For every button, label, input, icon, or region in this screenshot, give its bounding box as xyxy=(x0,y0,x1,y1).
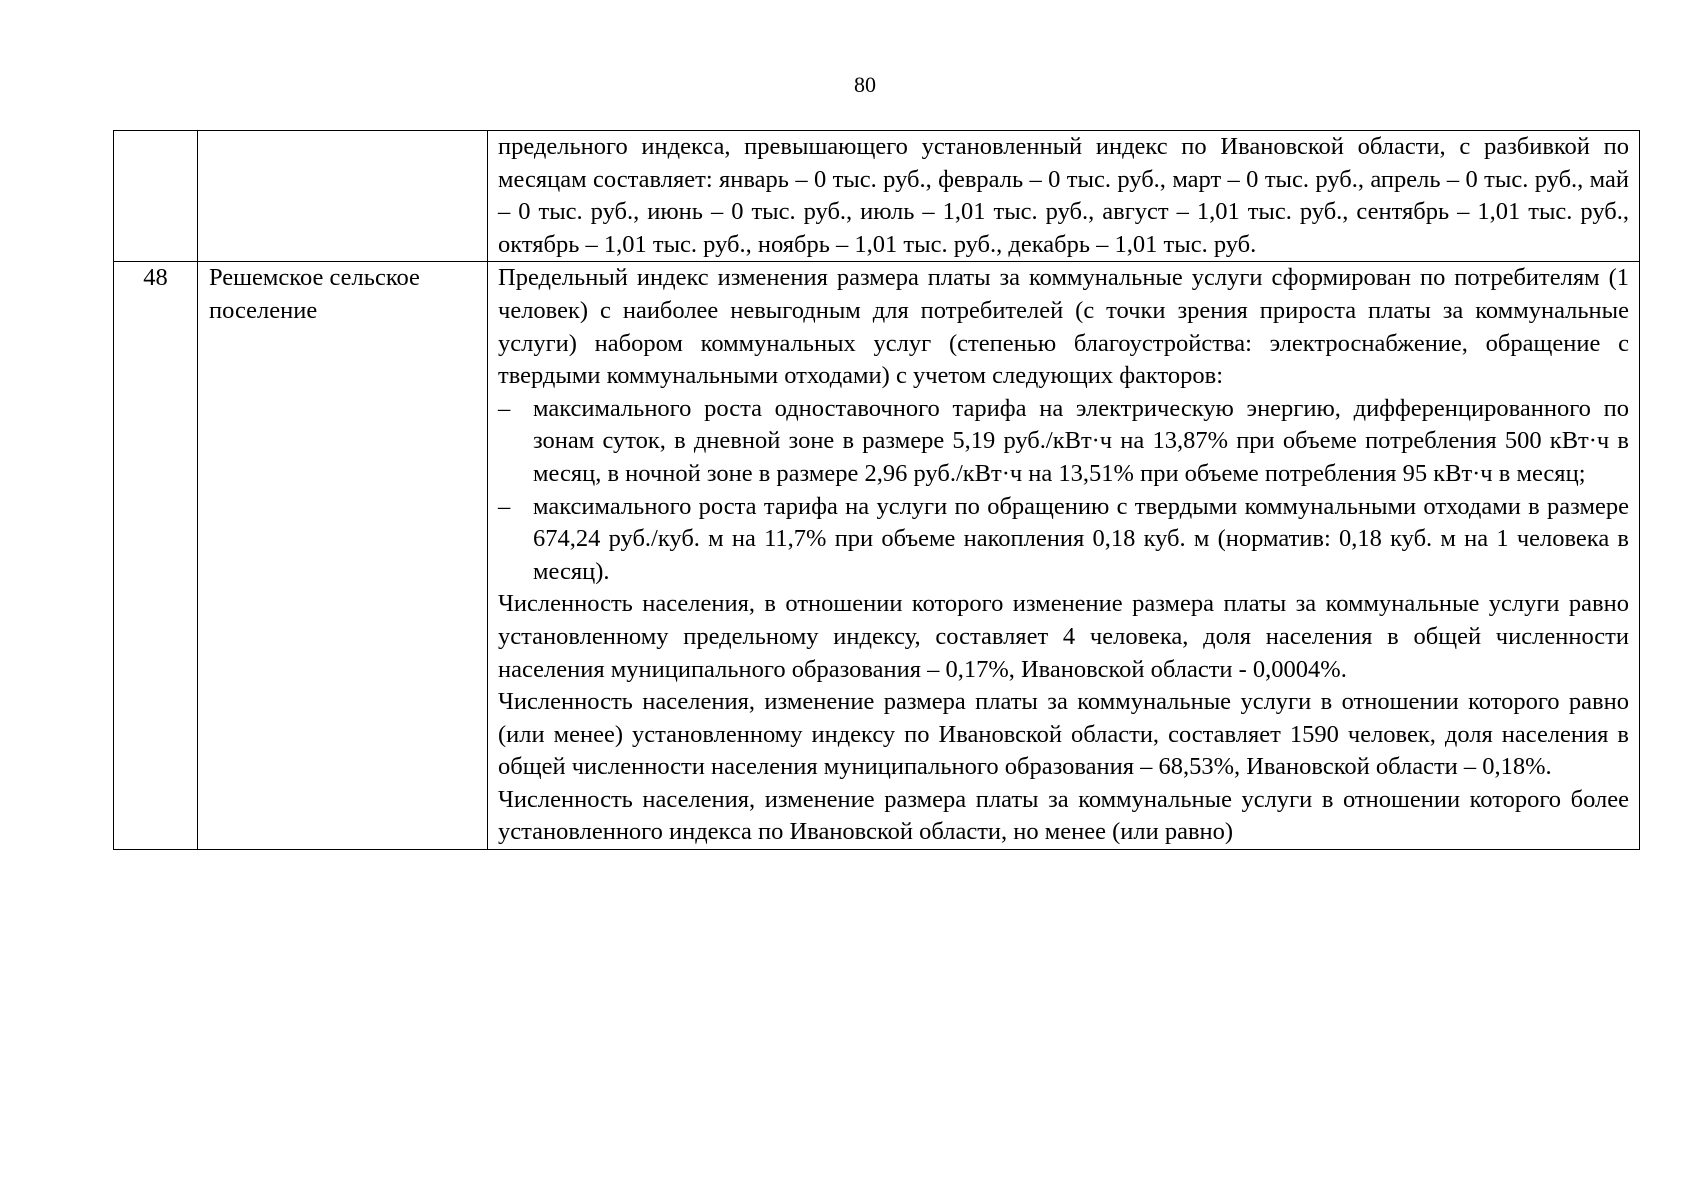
description-cell xyxy=(488,262,1640,850)
data-table xyxy=(113,130,1640,850)
settlement-name-cell xyxy=(198,131,488,262)
table-row xyxy=(114,262,1640,850)
description-paragraph: Численность населения, изменение размера платы за коммунальные услуги в отношении которого более установленного индекса по Ивановской области, но менее (или равно) xyxy=(498,785,1629,846)
description-paragraph: предельного индекса, превышающего установленный индекс по Ивановской области, с разбивкой по месяцам составляет: январь – 0 тыс. руб., февраль – 0 тыс. руб., март – 0 тыс. руб., апрель – 0 тыс. руб., май – 0 тыс. руб., июнь – 0 тыс. руб., июль – 1,01 тыс. руб., август – 1,01 тыс. руб., сентябрь – 1,01 тыс. руб., октябрь – 1,01 тыс. руб., ноябрь – 1,01 тыс. руб., декабрь – 1,01 тыс. руб. xyxy=(498,133,1629,258)
row-number-cell: 48 xyxy=(114,262,198,850)
factor-list xyxy=(498,393,1629,589)
page-number: 80 xyxy=(854,72,876,97)
factor-item: – максимального роста одноставочного тарифа на электрическую энергию, дифференцированного по зонам суток, в дневной зоне в размере 5,19 руб./кВт·ч на 13,87% при объеме потребления 500 кВт·ч в месяц, в ночной зоне в размере 2,96 руб./кВт·ч на 13,51% при объеме потребления 95 кВт·ч в месяц; xyxy=(498,393,1629,491)
settlement-name-cell: Решемское сельское поселение xyxy=(198,262,488,850)
description-paragraph: Численность населения, изменение размера платы за коммунальные услуги в отношении которого равно (или менее) установленному индексу по Ивановской области, составляет 1590 человек, доля населения в общей численности населения муниципального образования – 68,53%, Ивановской области – 0,18%. xyxy=(498,688,1629,781)
table-row xyxy=(114,131,1640,262)
factor-item: – максимального роста тарифа на услуги по обращению с твердыми коммунальными отходами в размере 674,24 руб./куб. м на 11,7% при объеме накопления 0,18 куб. м (норматив: 0,18 куб. м на 1 человека в месяц). xyxy=(498,491,1629,589)
description-cell xyxy=(488,131,1640,262)
description-paragraph: Численность населения, в отношении которого изменение размера платы за коммунальные услуги равно установленному предельному индексу, составляет 4 человека, доля населения в общей численности населения муниципального образования – 0,17%, Ивановской области - 0,0004%. xyxy=(498,590,1629,683)
row-number-cell xyxy=(114,131,198,262)
description-intro: Предельный индекс изменения размера платы за коммунальные услуги сформирован по потребителям (1 человек) с наиболее невыгодным для потребителей (с точки зрения прироста платы за коммунальные услуги) набором коммунальных услуг (степенью благоустройства: электроснабжение, обращение с твердыми коммунальными отходами) с учетом следующих факторов: xyxy=(498,264,1629,390)
